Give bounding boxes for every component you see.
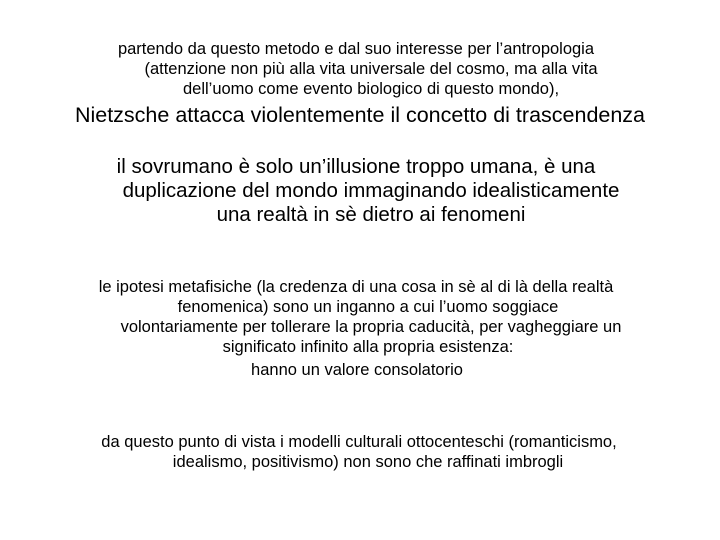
paragraph-conclusion — [0, 432, 720, 472]
text-line: da questo punto di vista i modelli culturali ottocenteschi (romanticismo, — [101, 433, 617, 451]
text-line: partendo da questo metodo e dal suo interesse per l’antropologia — [117, 40, 595, 58]
paragraph-method — [0, 39, 720, 99]
paragraph-superhuman — [0, 155, 720, 227]
text-line: fenomenica) sono un inganno a cui l’uomo soggiace — [177, 298, 559, 316]
text-line: una realtà in sè dietro ai fenomeni — [216, 203, 526, 226]
text-line: hanno un valore consolatorio — [251, 361, 463, 379]
paragraph-thesis — [0, 102, 720, 128]
text-line: il sovrumano è solo un’illusione troppo umana, è una — [116, 155, 596, 178]
text-line: (attenzione non più alla vita universale del cosmo, ma alla vita — [144, 60, 598, 78]
paragraph-metaphysics — [0, 277, 720, 380]
text-line: duplicazione del mondo immaginando idealisticamente — [122, 179, 620, 202]
text-line: significato infinito alla propria esistenza: — [222, 338, 514, 356]
text-line: volontariamente per tollerare la propria caducità, per vagheggiare un — [120, 318, 622, 336]
text-line: Nietzsche attacca violentemente il concetto di trascendenza — [74, 103, 646, 127]
text-line: dell’uomo come evento biologico di questo mondo), — [182, 80, 560, 98]
text-line: idealismo, positivismo) non sono che raffinati imbrogli — [172, 453, 564, 471]
text-line: le ipotesi metafisiche (la credenza di una cosa in sè al di là della realtà — [98, 278, 614, 296]
